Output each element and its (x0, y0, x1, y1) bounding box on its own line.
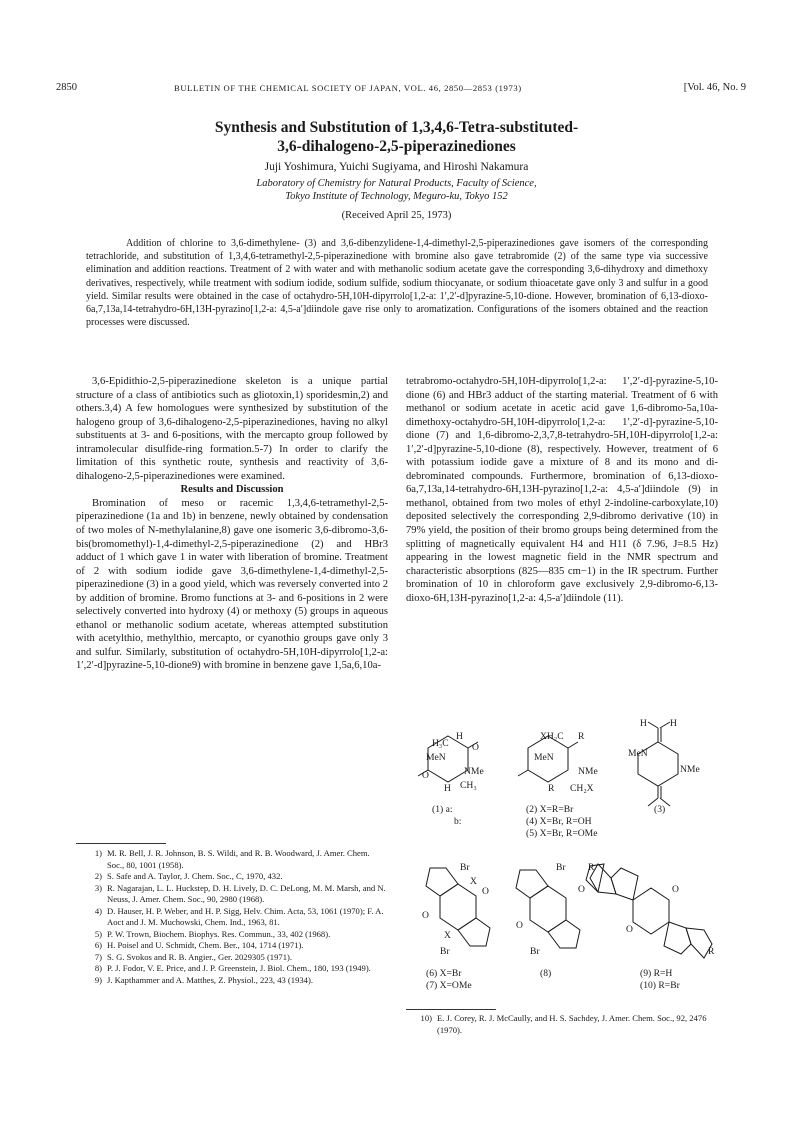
atom-label: Br (440, 946, 450, 957)
footnote-divider-right (406, 1009, 496, 1010)
atom-label: R (578, 731, 585, 742)
section-heading: Results and Discussion (180, 484, 284, 496)
atom-label: Br (460, 862, 470, 873)
paper-title: Synthesis and Substitution of 1,3,4,6-Tetra-substituted- 3,6-dihalogeno-2,5-piperazinediones (214, 119, 579, 155)
footnote: 7) S. G. Svokos and R. B. Angier., Ger. 2029305 (1971). (94, 951, 293, 962)
atom-label: O (672, 884, 679, 895)
atom-label: NMe (578, 766, 598, 777)
atom-label: H (640, 718, 647, 729)
footnote-divider (76, 843, 166, 844)
atom-label: O (422, 910, 429, 921)
footnote: 6) H. Poisel and U. Schmidt, Chem. Ber., 104, 1714 (1971). (94, 940, 304, 950)
atom-label: NMe (680, 764, 700, 775)
atom-label: O (626, 924, 633, 935)
atom-label: H₃C (432, 738, 449, 749)
footnote: 4) D. Hauser, H. P. Weber, and H. P. Sigg, Helv. Chim. Acta, 53, 1061 (1970); F. A. Aoct and J. M. Muchowski, Chem. Ind., 1963, 81. (94, 905, 384, 927)
footnote: 3) R. Nagarajan, L. L. Huckstep, D. H. Lively, D. C. DeLong, M. M. Marsh, and N. Neuss, J. Amer. Chem. Soc., 90, 2980 (1968). (94, 882, 386, 904)
page-number: 2850 (56, 82, 77, 93)
atom-label: O (422, 770, 429, 781)
authors: Juji Yoshimura, Yuichi Sugiyama, and Hiroshi Nakamura (264, 161, 529, 173)
atom-label: O (482, 886, 489, 897)
received-date: (Received April 25, 1973) (341, 210, 452, 221)
atom-label: X (470, 876, 477, 887)
caption-compound-3: (3) (654, 804, 666, 815)
atom-label: CH₃ (460, 780, 477, 791)
footnote: 5) P. W. Trown, Biochem. Biophys. Res. Commun., 33, 402 (1968). (94, 928, 331, 939)
caption-compound-8: (8) (540, 968, 552, 979)
atom-label: Br (530, 946, 540, 957)
footnote-10: 10) E. J. Corey, R. J. McCaully, and H. S. Sachdey, J. Amer. Chem. Soc., 92, 2476 (1970). (420, 1013, 707, 1035)
footnote: 1) M. R. Bell, J. R. Johnson, B. S. Wildi, and R. B. Woodward, J. Amer. Chem. Soc., 80, 1001 (1958). (94, 848, 370, 870)
results-paragraph: Bromination of meso or racemic 1,3,4,6-tetramethyl-2,5-piperazinedione (1a and 1b) in benzene, newly obtained by condensation of two moles of N-methylalanine,8) gave one isomeric 3,6-dibromo-3,6-bis(bromomethyl)-1,4-dimethyl-2,5-piperazinedione (2) and HBr3 adduct of 1 which gave 1 in water with liberation of bromine. Treatment of 2 with sodium iodide gave 3,6-dimethylene-1,4-dimethyl-2,5-piperazinedione (3) in a good yield, which was reversely converted into 2 by addition of bromine. Bromo functions at 3- and 6-positions in 2 were selectively converted into hydroxy (4) or methoxy (5) groups in aqueous ethanol or methanolic sodium acetate, whereas attempted substitution with acetylthio, methylthio, mercapto, or cyanothio groups gave only 3 and sulfur. Similarly, substitution of octahydro-5H,10H-dipyrrolo[1,2-a: 1′,2′-d]pyrazine-5,10-dione9) with bromine in benzene gave 1,5a,6,10a- (76, 497, 388, 672)
atom-label: XH₂C (540, 731, 564, 742)
footnote: 9) J. Kapthammer and A. Matthes, Z. Physiol., 223, 43 (1934). (94, 974, 313, 985)
caption-compound-6: (6) X=Br (7) X=OMe (426, 968, 472, 991)
caption-compound-2: (2) X=R=Br (4) X=Br, R=OH (5) X=Br, R=OMe (526, 804, 598, 839)
atom-label: R (708, 946, 715, 957)
atom-label: R (588, 862, 595, 873)
footnote: 2) S. Safe and A. Taylor, J. Chem. Soc., C, 1970, 432. (94, 871, 283, 881)
atom-label: H (456, 731, 463, 742)
caption-compound-9: (9) R=H (10) R=Br (640, 968, 680, 991)
atom-label: MeN (534, 752, 554, 763)
atom-label: CH₂X (570, 783, 594, 794)
atom-label: NMe (464, 766, 484, 777)
atom-label: Br (556, 862, 566, 873)
atom-label: H (670, 718, 677, 729)
atom-label: O (472, 742, 479, 753)
right-column (406, 375, 718, 605)
atom-label: R (548, 783, 555, 794)
atom-label: X (444, 930, 451, 941)
atom-label: O (578, 884, 585, 895)
intro-paragraph: 3,6-Epidithio-2,5-piperazinedione skeleton is a unique partial structure of a class of antibiotics such as gliotoxin,1) sporidesmin,2) and others.3,4) A few homologues were synthesized by substitution of the halogeno group of 3,6-dihalogeno-2,5-piperazinediones, having no alkyl substituents at 3- and 6-positions, with the mercapto group followed by intramolecular disulfide-ring formation.5-7) In order to clarify the limitation of this synthetic route, synthesis and reactivity of 3,6-dihalogeno-2,5-piperazinediones were examined. (76, 376, 388, 482)
atom-label: O (516, 920, 523, 931)
volume-label: [Vol. 46, No. 9 (683, 82, 746, 93)
footnotes (76, 848, 388, 986)
chemical-structures-figure (406, 718, 726, 1008)
footnote: 8) P. J. Fodor, V. E. Price, and J. P. Greenstein, J. Biol. Chem., 180, 193 (1949). (94, 963, 371, 973)
journal-citation: BULLETIN OF THE CHEMICAL SOCIETY OF JAPAN, VOL. 46, 2850—2853 (1973) (174, 83, 522, 93)
left-column (76, 375, 388, 673)
abstract: Addition of chlorine to 3,6-dimethylene- (3) and 3,6-dibenzylidene-1,4-dimethyl-2,5-piperazinediones gave isomers of the corresponding tetrachloride, and substitution of 1,3,4,6-tetramethyl-2,5-piperazinedione with bromine also gave tetrabromide (2) of the same type via successive elimination and addition reactions. Treatment of 2 with water and with methanolic sodium acetate gave the corresponding 3,6-dihydroxy and dimethoxy derivatives, respectively, while treatment with sodium iodide, sodium sulfide, sodium thiocyanate, or sodium thioacetate gave only 3 and sulfur in a good yield. Similar results were obtained in the case of octahydro-5H,10H-dipyrrolo[1,2-a: 1′,2′-d]pyrazine-5,10-dione. However, bromination of 6,13-dioxo-6a,7,13a,14-tetrahydro-6H,13H-pyrazino[1,2-a: 4,5-a′]diindole gave rise only to aromatization. Configurations of the isomers obtained and the reaction processes were discussed. (86, 238, 708, 329)
right-paragraph: tetrabromo-octahydro-5H,10H-dipyrrolo[1,2-a: 1′,2′-d]-pyrazine-5,10-dione (6) and HBr3 adduct of the starting material. Treatment of 6 with methanol or sodium acetate in acetic acid gave 1,6-dibromo-5a,10a-dimethoxy-octahydro-5H,10H-dipyrrolo[1,2-a: 1′,2′-d]-pyrazine-5,10-dione (7) and 1,6-dibromo-2,3,7,8-tetrahydro-5H,10H-dipyrrolo[1,2-a: 1′,2′-d]pyrazine-5,10-dione (8), respectively. However, treatment of 6 with potassium iodide gave a mixture of 8 and its mono and di-debrominated compounds. Furthermore, bromination of 6,13-dioxo-6a,7,13a,14-tetrahydro-6H,13H-pyrazino[1,2-a: 4,5-a′]diindole (9) in methanol, obtained from two moles of ethyl 2-indoline-carboxylate,10) deposited selectively the corresponding 2,9-dibromo derivative (10) in 79% yield, the position of their bromo groups being determined from the splitting of magnetically equivalent H4 and H11 (δ 7.96, J=8.5 Hz) appearing in the lowest magnetic field in the NMR spectrum and characteristic absorptions (825—835 cm−1) in the IR spectrum. Further bromination of 10 in chloroform gave exclusively 2,9-dibromo-6,13-dioxo-6H,13H-pyrazino[1,2-a: 4,5-a′]diindole (11). (406, 376, 718, 604)
atom-label: MeN (628, 748, 648, 759)
affiliation: Laboratory of Chemistry for Natural Products, Faculty of Science, Tokyo Institute of Technology, Meguro-ku, Tokyo 152 (256, 178, 537, 203)
caption-compound-1: (1) a: b: (432, 804, 462, 827)
atom-label: H (444, 783, 451, 794)
atom-label: MeN (426, 752, 446, 763)
